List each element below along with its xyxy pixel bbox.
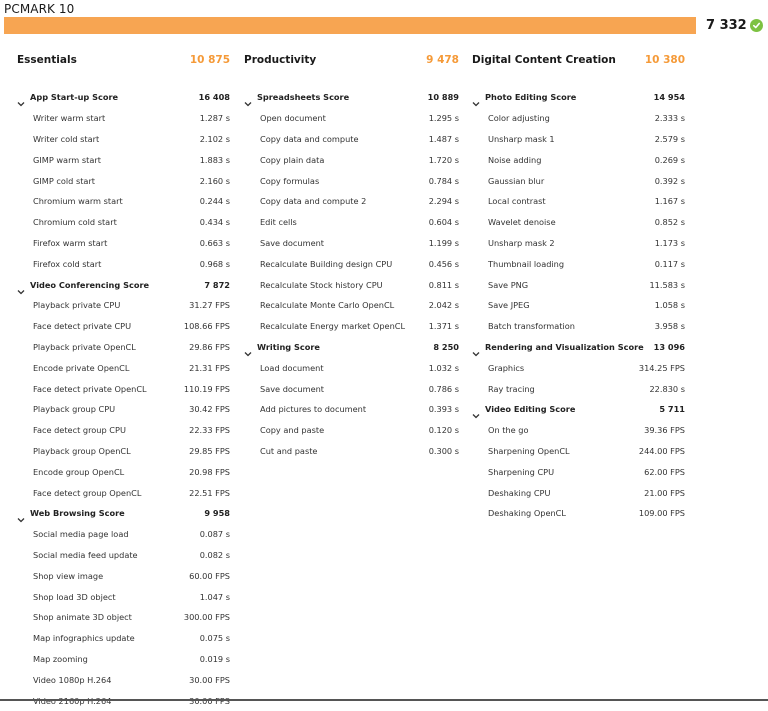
result-value: 0.786 s xyxy=(428,383,459,394)
result-value: 0.604 s xyxy=(428,217,459,228)
result-value: 0.811 s xyxy=(428,279,459,290)
group-label: Spreadsheets Score xyxy=(257,92,350,103)
result-row xyxy=(244,316,459,337)
result-value: 109.00 FPS xyxy=(638,508,685,519)
result-label: Save document xyxy=(260,383,325,394)
result-label: Map zooming xyxy=(33,653,88,664)
result-value: 0.117 s xyxy=(654,258,685,269)
result-row xyxy=(472,212,685,233)
result-row xyxy=(472,233,685,254)
result-row xyxy=(17,524,230,545)
result-row xyxy=(17,191,230,212)
result-value: 0.392 s xyxy=(654,175,685,186)
result-value: 2.042 s xyxy=(428,300,459,311)
column-header xyxy=(244,53,459,87)
result-label: Noise adding xyxy=(488,154,542,165)
result-row xyxy=(472,149,685,170)
group-header-photo-editing-score[interactable] xyxy=(472,87,685,108)
result-label: Color adjusting xyxy=(488,113,550,124)
result-row xyxy=(17,253,230,274)
result-value: 300.00 FPS xyxy=(183,612,230,623)
result-row xyxy=(244,170,459,191)
result-row xyxy=(472,295,685,316)
result-label: Face detect group CPU xyxy=(33,425,126,436)
group-score: 8 250 xyxy=(433,341,459,352)
result-label: Chromium warm start xyxy=(33,196,123,207)
group-header-writing-score[interactable] xyxy=(244,337,459,358)
total-score xyxy=(706,17,763,34)
result-value: 108.66 FPS xyxy=(183,321,230,332)
result-row xyxy=(244,441,459,462)
result-label: Save JPEG xyxy=(488,300,530,311)
chevron-down-icon[interactable] xyxy=(472,93,480,101)
result-value: 0.244 s xyxy=(199,196,230,207)
result-label: Copy data and compute 2 xyxy=(260,196,367,207)
result-row xyxy=(472,108,685,129)
result-label: Unsharp mask 1 xyxy=(488,133,555,144)
result-value: 30.42 FPS xyxy=(189,404,230,415)
result-value: 20.98 FPS xyxy=(189,466,230,477)
check-circle-icon xyxy=(750,19,763,32)
result-row xyxy=(17,212,230,233)
result-row xyxy=(17,316,230,337)
group-header-left xyxy=(17,508,125,518)
result-row xyxy=(17,420,230,441)
result-row xyxy=(472,420,685,441)
result-value: 2.102 s xyxy=(199,133,230,144)
result-value: 1.295 s xyxy=(428,113,459,124)
result-value: 1.032 s xyxy=(428,362,459,373)
result-row xyxy=(244,129,459,150)
result-row xyxy=(244,212,459,233)
result-row xyxy=(472,316,685,337)
group-header-rendering-and-visualization-score[interactable] xyxy=(472,337,685,358)
group-score: 14 954 xyxy=(653,92,685,103)
result-label: Firefox warm start xyxy=(33,237,108,248)
result-value: 29.85 FPS xyxy=(189,445,230,456)
result-row xyxy=(17,565,230,586)
result-label: Shop animate 3D object xyxy=(33,612,132,623)
result-label: Video 1080p H.264 xyxy=(33,674,112,685)
result-label: Gaussian blur xyxy=(488,175,545,186)
group-score: 13 096 xyxy=(653,341,685,352)
result-label: Sharpening OpenCL xyxy=(488,445,570,456)
result-row xyxy=(17,545,230,566)
result-label: Copy formulas xyxy=(260,175,320,186)
total-score-value: 7 332 xyxy=(706,18,747,33)
result-row xyxy=(17,669,230,690)
group-score: 16 408 xyxy=(198,92,230,103)
result-row xyxy=(17,108,230,129)
result-label: Shop view image xyxy=(33,570,104,581)
result-label: Writer warm start xyxy=(33,113,106,124)
result-value: 1.199 s xyxy=(428,237,459,248)
result-value: 0.456 s xyxy=(428,258,459,269)
result-row xyxy=(472,357,685,378)
group-header-left xyxy=(17,280,149,290)
result-row xyxy=(472,482,685,503)
chevron-down-icon[interactable] xyxy=(17,509,25,517)
result-value: 1.167 s xyxy=(654,196,685,207)
result-value: 11.583 s xyxy=(649,279,685,290)
result-value: 0.269 s xyxy=(654,154,685,165)
result-value: 0.087 s xyxy=(199,529,230,540)
group-label: Writing Score xyxy=(257,341,320,352)
result-value: 31.27 FPS xyxy=(189,300,230,311)
result-value: 0.434 s xyxy=(199,217,230,228)
result-label: Batch transformation xyxy=(488,321,575,332)
result-label: Save PNG xyxy=(488,279,529,290)
group-score: 10 889 xyxy=(427,92,459,103)
result-value: 314.25 FPS xyxy=(638,362,685,373)
result-value: 29.86 FPS xyxy=(189,341,230,352)
group-label: Video Conferencing Score xyxy=(30,279,150,290)
result-label: Local contrast xyxy=(488,196,546,207)
column-header xyxy=(472,53,685,87)
result-row xyxy=(17,628,230,649)
result-row xyxy=(244,108,459,129)
result-label: Playback private OpenCL xyxy=(33,341,136,352)
result-label: Social media feed update xyxy=(33,549,138,560)
chevron-down-icon[interactable] xyxy=(244,93,252,101)
result-value: 0.784 s xyxy=(428,175,459,186)
result-value: 30.00 FPS xyxy=(189,674,230,685)
result-row xyxy=(244,295,459,316)
column-title: Digital Content Creation xyxy=(472,54,616,66)
result-value: 1.058 s xyxy=(654,300,685,311)
result-row xyxy=(244,253,459,274)
result-value: 1.720 s xyxy=(428,154,459,165)
group-header-web-browsing-score[interactable] xyxy=(17,503,230,524)
column-score: 10 380 xyxy=(644,54,685,66)
group-label: App Start-up Score xyxy=(30,92,119,103)
result-row xyxy=(472,274,685,295)
result-row xyxy=(17,607,230,628)
result-value: 1.487 s xyxy=(428,133,459,144)
result-value: 2.579 s xyxy=(654,133,685,144)
result-label: Thumbnail loading xyxy=(488,258,565,269)
result-value: 110.19 FPS xyxy=(183,383,230,394)
result-row xyxy=(17,129,230,150)
result-label: Playback private CPU xyxy=(33,300,121,311)
chevron-down-icon[interactable] xyxy=(472,343,480,351)
group-header-video-conferencing-score[interactable] xyxy=(17,274,230,295)
result-label: Edit cells xyxy=(260,217,297,228)
result-row xyxy=(244,191,459,212)
result-label: Chromium cold start xyxy=(33,217,117,228)
result-row xyxy=(17,441,230,462)
result-label: GIMP cold start xyxy=(33,175,96,186)
result-row xyxy=(472,253,685,274)
result-value: 22.33 FPS xyxy=(189,425,230,436)
app-title: PCMARK 10 xyxy=(4,2,75,16)
result-value: 2.294 s xyxy=(428,196,459,207)
result-row xyxy=(17,295,230,316)
result-value: 0.082 s xyxy=(199,549,230,560)
result-value: 0.663 s xyxy=(199,237,230,248)
result-label: Add pictures to document xyxy=(260,404,367,415)
result-row xyxy=(17,378,230,399)
column-essentials xyxy=(17,53,230,711)
result-row xyxy=(17,649,230,670)
result-label: Wavelet denoise xyxy=(488,217,556,228)
result-label: Map infographics update xyxy=(33,633,135,644)
result-value: 1.883 s xyxy=(199,154,230,165)
result-value: 22.830 s xyxy=(649,383,685,394)
result-label: Writer cold start xyxy=(33,133,100,144)
result-row xyxy=(17,337,230,358)
group-header-left xyxy=(244,92,349,102)
chevron-down-icon[interactable] xyxy=(17,93,25,101)
result-label: Open document xyxy=(260,113,326,124)
result-label: On the go xyxy=(488,425,529,436)
column-score: 9 478 xyxy=(426,54,459,66)
result-value: 0.300 s xyxy=(428,445,459,456)
result-value: 0.968 s xyxy=(199,258,230,269)
result-value: 0.019 s xyxy=(199,653,230,664)
result-value: 244.00 FPS xyxy=(638,445,685,456)
column-productivity xyxy=(244,53,459,461)
result-label: Copy data and compute xyxy=(260,133,359,144)
column-score: 10 875 xyxy=(189,54,230,66)
result-row xyxy=(244,378,459,399)
result-label: Copy and paste xyxy=(260,425,325,436)
result-value: 1.371 s xyxy=(428,321,459,332)
group-label: Video Editing Score xyxy=(485,404,576,415)
result-value: 39.36 FPS xyxy=(644,425,685,436)
result-row xyxy=(244,399,459,420)
result-row xyxy=(244,149,459,170)
chevron-down-icon[interactable] xyxy=(244,343,252,351)
result-row xyxy=(244,420,459,441)
result-label: Save document xyxy=(260,237,325,248)
result-value: 21.00 FPS xyxy=(644,487,685,498)
result-label: Social media page load xyxy=(33,529,129,540)
group-label: Rendering and Visualization Score xyxy=(485,341,644,352)
result-label: Deshaking CPU xyxy=(488,487,551,498)
chevron-down-icon[interactable] xyxy=(17,281,25,289)
group-header-app-start-up-score[interactable] xyxy=(17,87,230,108)
result-row xyxy=(472,170,685,191)
group-score: 5 711 xyxy=(659,404,685,415)
result-label: Deshaking OpenCL xyxy=(488,508,566,519)
result-value: 2.333 s xyxy=(654,113,685,124)
result-value: 60.00 FPS xyxy=(189,570,230,581)
group-header-spreadsheets-score[interactable] xyxy=(244,87,459,108)
group-header-video-editing-score[interactable] xyxy=(472,399,685,420)
result-row xyxy=(472,378,685,399)
result-row xyxy=(17,170,230,191)
result-value: 62.00 FPS xyxy=(644,466,685,477)
result-row xyxy=(244,274,459,295)
result-label: Ray tracing xyxy=(488,383,535,394)
result-value: 2.160 s xyxy=(199,175,230,186)
result-label: Recalculate Monte Carlo OpenCL xyxy=(260,300,395,311)
result-value: 0.852 s xyxy=(654,217,685,228)
result-label: Shop load 3D object xyxy=(33,591,116,602)
result-value: 22.51 FPS xyxy=(189,487,230,498)
result-label: Playback group CPU xyxy=(33,404,116,415)
result-row xyxy=(17,482,230,503)
group-header-left xyxy=(472,342,644,352)
result-row xyxy=(17,399,230,420)
group-header-left xyxy=(472,404,575,414)
result-label: Firefox cold start xyxy=(33,258,102,269)
result-value: 0.075 s xyxy=(199,633,230,644)
result-value: 1.173 s xyxy=(654,237,685,248)
column-title: Essentials xyxy=(17,54,77,66)
group-score: 7 872 xyxy=(204,279,230,290)
result-value: 0.393 s xyxy=(428,404,459,415)
result-label: Cut and paste xyxy=(260,445,318,456)
result-row xyxy=(17,586,230,607)
result-label: Unsharp mask 2 xyxy=(488,237,555,248)
result-label: Recalculate Energy market OpenCL xyxy=(260,321,406,332)
result-label: Graphics xyxy=(488,362,525,373)
result-row xyxy=(472,191,685,212)
result-label: Playback group OpenCL xyxy=(33,445,131,456)
result-row xyxy=(17,461,230,482)
result-row xyxy=(244,357,459,378)
result-label: Face detect private CPU xyxy=(33,321,132,332)
result-value: 1.287 s xyxy=(199,113,230,124)
column-header xyxy=(17,53,230,87)
result-label: Encode group OpenCL xyxy=(33,466,125,477)
result-label: Face detect group OpenCL xyxy=(33,487,142,498)
result-row xyxy=(244,233,459,254)
result-row xyxy=(17,149,230,170)
result-row xyxy=(17,357,230,378)
result-label: Load document xyxy=(260,362,324,373)
result-label: Sharpening CPU xyxy=(488,466,555,477)
column-digital-content-creation xyxy=(472,53,685,524)
result-label: Recalculate Building design CPU xyxy=(260,258,393,269)
result-row xyxy=(472,461,685,482)
result-label: Copy plain data xyxy=(260,154,325,165)
result-value: 0.120 s xyxy=(428,425,459,436)
result-value: 21.31 FPS xyxy=(189,362,230,373)
group-label: Photo Editing Score xyxy=(485,92,577,103)
group-label: Web Browsing Score xyxy=(30,508,125,519)
result-row xyxy=(472,503,685,524)
group-score: 9 958 xyxy=(204,508,230,519)
result-label: GIMP warm start xyxy=(33,154,101,165)
result-label: Recalculate Stock history CPU xyxy=(260,279,383,290)
result-row xyxy=(17,233,230,254)
group-header-left xyxy=(17,92,118,102)
total-score-bar xyxy=(4,17,696,34)
result-label: Face detect private OpenCL xyxy=(33,383,147,394)
column-title: Productivity xyxy=(244,54,317,66)
result-row xyxy=(472,129,685,150)
result-value: 1.047 s xyxy=(199,591,230,602)
result-label: Encode private OpenCL xyxy=(33,362,130,373)
chevron-down-icon[interactable] xyxy=(472,405,480,413)
result-value: 3.958 s xyxy=(654,321,685,332)
group-header-left xyxy=(472,92,576,102)
result-row xyxy=(472,441,685,462)
group-header-left xyxy=(244,342,320,352)
